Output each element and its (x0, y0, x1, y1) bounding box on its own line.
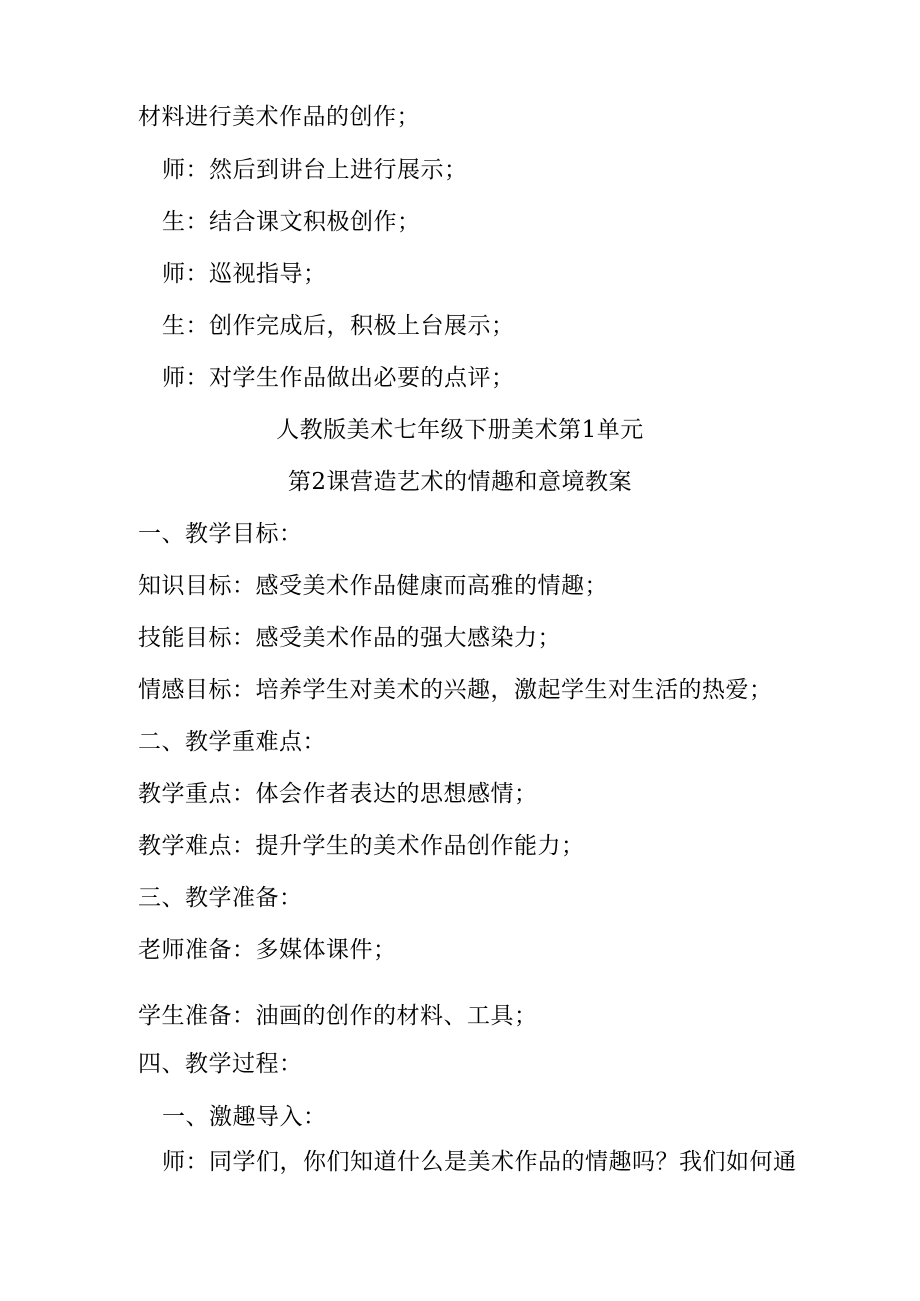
text-line: 材料进行美术作品的创作； (138, 104, 420, 130)
section-heading: 四、教学过程： (138, 1051, 303, 1077)
text-line: 师：巡视指导； (162, 261, 327, 287)
text-line: 生：创作完成后，积极上台展示； (162, 313, 515, 339)
text-line: 师：同学们，你们知道什么是美术作品的情趣吗？我们如何通 (162, 1149, 797, 1175)
section-heading: 三、教学准备： (138, 885, 303, 911)
subsection-heading: 一、激趣导入： (162, 1104, 327, 1130)
document-subtitle: 第2课营造艺术的情趣和意境教案 (287, 469, 633, 495)
text-line: 生：结合课文积极创作； (162, 209, 421, 235)
section-heading: 二、教学重难点： (138, 729, 326, 755)
text-line: 老师准备：多媒体课件； (138, 937, 397, 963)
text-line: 教学重点：体会作者表达的思想感情； (138, 781, 538, 807)
section-heading: 一、教学目标： (138, 521, 303, 547)
text-line: 情感目标：培养学生对美术的兴趣，激起学生对生活的热爱； (138, 677, 773, 703)
document-title: 人教版美术七年级下册美术第1单元 (276, 417, 644, 443)
text-line: 师：对学生作品做出必要的点评； (162, 365, 515, 391)
text-line: 师：然后到讲台上进行展示； (162, 157, 468, 183)
text-line: 教学难点：提升学生的美术作品创作能力； (138, 833, 585, 859)
text-line: 技能目标：感受美术作品的强大感染力； (138, 625, 561, 651)
text-line: 学生准备：油画的创作的材料、工具； (138, 1003, 538, 1029)
text-line: 知识目标：感受美术作品健康而高雅的情趣； (138, 573, 608, 599)
